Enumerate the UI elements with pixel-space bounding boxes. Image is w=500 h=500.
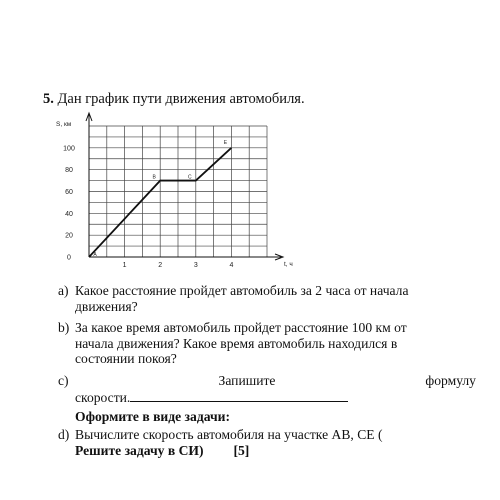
problem-number: 5.: [43, 91, 54, 107]
question-a: [58, 283, 476, 314]
point-label: B: [152, 174, 156, 181]
question-a-text-2: движения?: [75, 298, 138, 314]
question-c-label: c): [58, 373, 69, 388]
question-b-text-1: За какое время автомобиль пройдет расстояние 100 км от: [75, 320, 407, 335]
question-c: [58, 373, 476, 405]
question-a-text-1: Какое расстояние пройдет автомобиль за 2 часа от начала: [75, 283, 409, 298]
y-tick-label: 20: [65, 232, 73, 240]
question-c-word-2: формулу: [425, 373, 476, 388]
x-tick-label: 1: [122, 262, 127, 269]
question-b-label: b): [58, 320, 70, 335]
question-d-text-2: Решите задачу в СИ): [75, 442, 204, 458]
question-b: [58, 320, 476, 367]
x-axis-label: t, ч: [284, 261, 293, 268]
y-tick-label: 40: [65, 210, 73, 218]
y-tick-label: 0: [67, 254, 71, 262]
question-a-label: a): [58, 283, 69, 298]
y-axis-label: S, км: [56, 121, 72, 128]
answer-blank-line: [130, 389, 348, 402]
y-tick-label: 80: [65, 167, 73, 175]
x-tick-label: 4: [229, 262, 234, 269]
question-d-text-1: Вычислите скорость автомобиля на участке AB, CE (: [75, 427, 383, 442]
point-label: A: [93, 252, 97, 258]
y-tick-label: 100: [63, 145, 75, 153]
task-format-text: Оформите в виде задачи:: [75, 409, 230, 424]
question-d: [58, 427, 476, 458]
x-tick-label: 2: [158, 262, 163, 269]
x-tick-label: 3: [193, 262, 198, 269]
point-label: C: [187, 174, 192, 181]
question-b-text-3: состоянии покоя?: [75, 351, 177, 366]
question-c-text-2: скорости.: [75, 389, 131, 405]
problem-title: Дан график пути движения автомобиля.: [57, 91, 305, 107]
task-format-note: [58, 409, 476, 425]
point-label: E: [223, 139, 228, 146]
question-d-points: [5]: [233, 442, 250, 458]
question-b-text-2: начала движения? Какое время автомобиль находился в: [75, 335, 398, 351]
y-tick-label: 60: [65, 189, 73, 196]
question-d-label: d): [58, 427, 70, 442]
question-c-word-1: Запишите: [218, 373, 276, 388]
